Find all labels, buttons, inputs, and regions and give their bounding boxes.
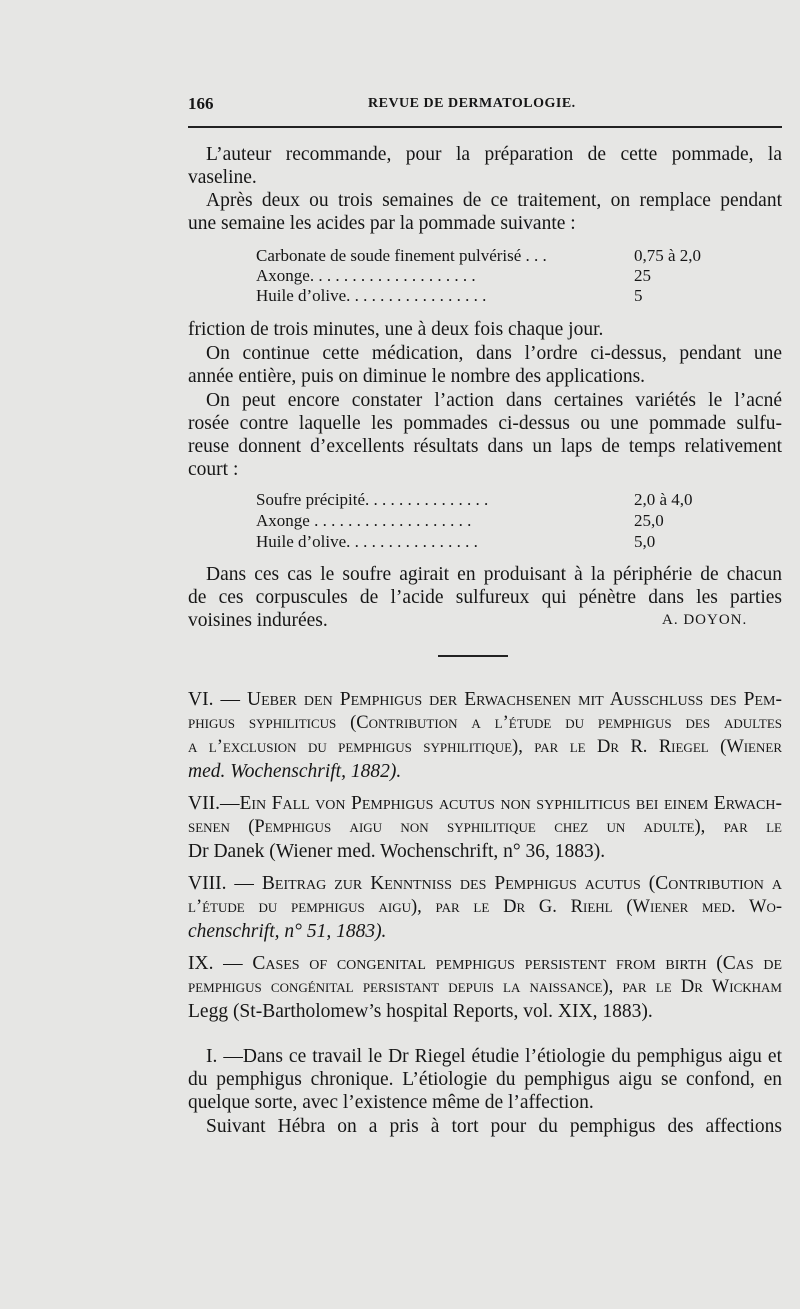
reference-title-line: senen (Pemphigus aigu non syphilitique chez un adulte), par le <box>188 817 782 837</box>
paragraph-line: reuse donnent d’excellents résultats dans un laps de temps relativement <box>188 436 782 457</box>
page-number: 166 <box>188 94 214 113</box>
paragraph-line: rosée contre laquelle les pommades ci-dessus ou une pommade sulfu- <box>188 413 782 434</box>
recipe-item-amount: 5 <box>634 286 643 305</box>
recipe-item-amount: 25 <box>634 266 651 285</box>
paragraph-line: voisines indurées. <box>188 610 328 631</box>
paragraph-line: quelque sorte, avec l’existence même de l’affection. <box>188 1092 594 1113</box>
recipe-item-amount: 0,75 à 2,0 <box>634 246 702 265</box>
recipe-item-name: Axonge. . . . . . . . . . . . . . . . . . . . <box>256 266 476 285</box>
paragraph-line: vaseline. <box>188 167 257 188</box>
reference-title-line: Dr Danek (Wiener med. Wochenschrift, n° 36, 1883). <box>188 841 606 862</box>
paragraph-line: Suivant Hébra on a pris à tort pour du pemphigus des affections <box>206 1116 782 1137</box>
recipe-item-name: Huile d’olive. . . . . . . . . . . . . . . . . <box>256 286 487 305</box>
recipe-item-amount: 2,0 à 4,0 <box>634 490 693 509</box>
running-title: REVUE DE DERMATOLOGIE. <box>368 96 576 111</box>
reference-title-line: Legg (St-Bartholomew’s hospital Reports, vol. XIX, 1883). <box>188 1001 653 1022</box>
recipe-item-amount: 25,0 <box>634 511 664 530</box>
paragraph-line: friction de trois minutes, une à deux fois chaque jour. <box>188 319 604 340</box>
reference-title-line: pemphigus congénital persistant depuis la naissance), par le Dr Wickham <box>188 977 782 997</box>
section-separator <box>438 655 508 657</box>
reference-title-line: VIII. — Beitrag zur Kenntniss des Pemphigus acutus (Contribution a <box>188 873 782 894</box>
reference-title-line: IX. — Cases of congenital pemphigus persistent from birth (Cas de <box>188 953 782 974</box>
paragraph-line: de ces corpuscules de l’acide sulfureux qui pénètre dans les parties <box>188 587 782 608</box>
recipe-item-name: Soufre précipité. . . . . . . . . . . . . . . <box>256 490 489 509</box>
reference-title-line: chenschrift, n° 51, 1883). <box>188 921 387 942</box>
recipe-item-amount: 5,0 <box>634 532 656 551</box>
recipe-item-name: Axonge . . . . . . . . . . . . . . . . . . . <box>256 511 472 530</box>
paragraph-line: On peut encore constater l’action dans certaines variétés le l’acné <box>206 390 782 411</box>
reference-title-line: a l’exclusion du pemphigus syphilitique), par le Dr R. Riegel (Wiener <box>188 737 782 757</box>
reference-title-line: VII.—Ein Fall von Pemphigus acutus non syphiliticus bei einem Erwach- <box>188 793 782 814</box>
recipe-item-name: Carbonate de soude finement pulvérisé . . . <box>256 246 547 265</box>
paragraph-line: année entière, puis on diminue le nombre des applications. <box>188 366 646 387</box>
header-rule <box>188 126 782 128</box>
paragraph-line: L’auteur recommande, pour la préparation de cette pommade, la <box>206 144 782 165</box>
paragraph-line: Après deux ou trois semaines de ce traitement, on remplace pendant <box>206 190 782 211</box>
reference-title-line: med. Wochenschrift, 1882). <box>188 761 402 782</box>
paragraph-line: du pemphigus chronique. L’étiologie du pemphigus aigu se confond, en <box>188 1069 782 1090</box>
paragraph-line: I. —Dans ce travail le Dr Riegel étudie l’étiologie du pemphigus aigu et <box>206 1046 782 1067</box>
reference-title-line: VI. — Ueber den Pemphigus der Erwachsenen mit Ausschluss des Pem- <box>188 689 782 710</box>
paragraph-line: On continue cette médication, dans l’ordre ci-dessus, pendant une <box>206 343 782 364</box>
recipe-item-name: Huile d’olive. . . . . . . . . . . . . . . . <box>256 532 478 551</box>
author-signature: A. DOYON. <box>662 612 748 628</box>
paragraph-line: court : <box>188 459 239 480</box>
paragraph-line: une semaine les acides par la pommade suivante : <box>188 213 576 234</box>
paragraph-line: Dans ces cas le soufre agirait en produisant à la périphérie de chacun <box>206 564 782 585</box>
reference-title-line: l’étude du pemphigus aigu), par le Dr G. Riehl (Wiener med. Wo- <box>188 897 782 917</box>
reference-title-line: phigus syphiliticus (Contribution a l’étude du pemphigus des adultes <box>188 713 782 733</box>
